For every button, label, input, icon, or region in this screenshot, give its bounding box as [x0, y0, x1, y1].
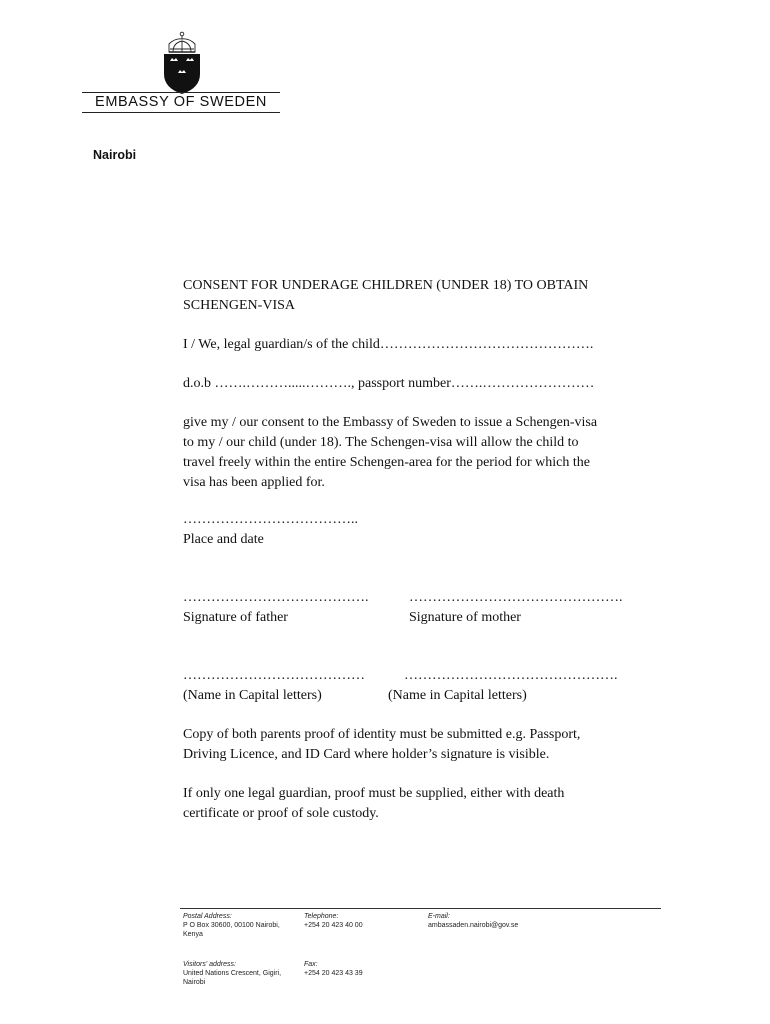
- single-guardian-note-line: If only one legal guardian, proof must be supplied, either with death: [183, 786, 565, 801]
- mother-name-field: ……………………………………….: [404, 668, 618, 683]
- father-name-field: …………………………………: [183, 668, 365, 683]
- identity-note: [183, 725, 658, 765]
- consent-line: visa has been applied for.: [183, 475, 325, 490]
- fax-value: +254 20 423 43 39: [304, 970, 363, 977]
- place-date-label: Place and date: [183, 532, 264, 547]
- telephone-label: Telephone:: [304, 913, 339, 920]
- footer-rule: [180, 908, 661, 909]
- email-label: E-mail:: [428, 913, 450, 920]
- mother-signature-field: ……………………………………….: [409, 590, 623, 605]
- visitors-address-label: Visitors' address:: [183, 961, 236, 968]
- visitors-address-line: Nairobi: [183, 979, 206, 986]
- swedish-coat-of-arms-icon: [160, 30, 204, 96]
- email-value: ambassaden.nairobi@gov.se: [428, 922, 519, 929]
- father-name-label: (Name in Capital letters): [183, 688, 322, 703]
- child-name-line: I / We, legal guardian/s of the child……………………………………….: [183, 337, 594, 352]
- mother-name-label: (Name in Capital letters): [388, 688, 527, 703]
- single-guardian-note-line: certificate or proof of sole custody.: [183, 806, 379, 821]
- visitors-address-block: [183, 960, 281, 987]
- identity-note-line: Driving Licence, and ID Card where holder’s signature is visible.: [183, 747, 550, 762]
- header-rule-bottom: [82, 112, 280, 113]
- email-block: [428, 912, 518, 930]
- postal-address-line: Kenya: [183, 931, 203, 938]
- telephone-block: [304, 912, 363, 930]
- consent-line: give my / our consent to the Embassy of Sweden to issue a Schengen-visa: [183, 415, 598, 430]
- place-date-field: ………………………………..: [183, 512, 358, 527]
- father-signature-field: ………………………………….: [183, 590, 369, 605]
- mother-signature-label: Signature of mother: [409, 610, 521, 625]
- consent-line: to my / our child (under 18). The Schengen-visa will allow the child to: [183, 435, 579, 450]
- embassy-name: EMBASSY OF SWEDEN: [95, 94, 267, 110]
- identity-note-line: Copy of both parents proof of identity must be submitted e.g. Passport,: [183, 727, 581, 742]
- fax-label: Fax:: [304, 961, 318, 968]
- father-signature-label: Signature of father: [183, 610, 288, 625]
- city-name: Nairobi: [93, 148, 137, 162]
- form-title-line: CONSENT FOR UNDERAGE CHILDREN (UNDER 18) TO OBTAIN: [183, 278, 589, 293]
- fax-block: [304, 960, 363, 978]
- telephone-value: +254 20 423 40 00: [304, 922, 363, 929]
- postal-address-block: [183, 912, 280, 939]
- header-rule-top: [82, 92, 280, 93]
- visitors-address-line: United Nations Crescent, Gigiri,: [183, 970, 282, 977]
- form-title: [183, 276, 653, 316]
- form-title-line: SCHENGEN-VISA: [183, 298, 295, 313]
- postal-address-label: Postal Address:: [183, 913, 232, 920]
- consent-paragraph: [183, 413, 658, 493]
- consent-line: travel freely within the entire Schengen-area for the period for which the: [183, 455, 590, 470]
- dob-passport-line: d.o.b …….……….....………., passport number…….……………………: [183, 376, 595, 391]
- postal-address-line: P O Box 30600, 00100 Nairobi,: [183, 922, 280, 929]
- single-guardian-note: [183, 784, 658, 824]
